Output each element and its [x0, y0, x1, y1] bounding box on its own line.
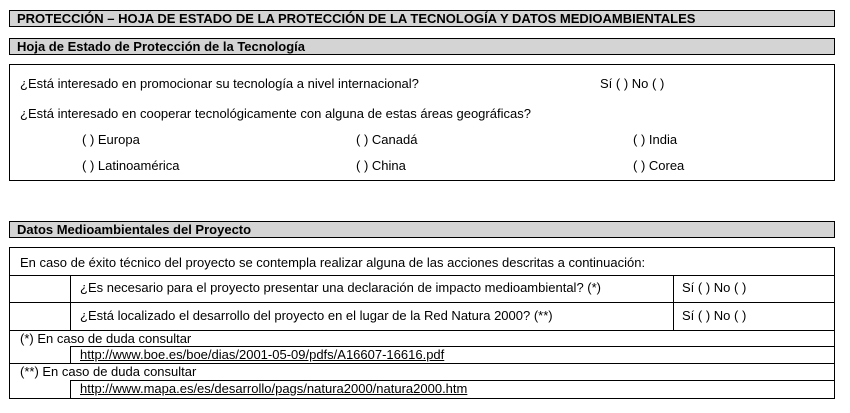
answer-impact-declaration[interactable]: Sí ( ) No ( ): [682, 280, 747, 295]
intro-text: En caso de éxito técnico del proyecto se contempla realizar alguna de las acciones descritas a continuación:: [20, 255, 646, 270]
question-impact-declaration: ¿Es necesario para el proyecto presentar una declaración de impacto medioambiental? (*): [80, 280, 602, 295]
environmental-table: [9, 247, 835, 399]
question-cooperation: ¿Está interesado en cooperar tecnológicamente con alguna de estas áreas geográficas?: [20, 106, 531, 121]
area-europa[interactable]: ( ) Europa: [82, 132, 140, 147]
answer-international[interactable]: Sí ( ) No ( ): [600, 76, 665, 91]
area-india[interactable]: ( ) India: [633, 132, 678, 147]
area-china[interactable]: ( ) China: [356, 158, 406, 173]
area-corea[interactable]: ( ) Corea: [633, 158, 685, 173]
section1-body: [9, 64, 835, 181]
area-canada[interactable]: ( ) Canadá: [356, 132, 418, 147]
section2-title: Datos Medioambientales del Proyecto: [9, 221, 835, 238]
note-natura: (**) En caso de duda consultar: [20, 364, 197, 379]
question-natura-2000: ¿Está localizado el desarrollo del proyecto en el lugar de la Red Natura 2000? (**): [80, 308, 553, 323]
main-title: PROTECCIÓN – HOJA DE ESTADO DE LA PROTECCIÓN DE LA TECNOLOGÍA Y DATOS MEDIOAMBIENTALES: [9, 10, 835, 27]
link-mapa[interactable]: http://www.mapa.es/es/desarrollo/pags/natura2000/natura2000.htm: [80, 381, 468, 396]
answer-natura-2000[interactable]: Sí ( ) No ( ): [682, 308, 747, 323]
note-impact: (*) En caso de duda consultar: [20, 331, 192, 346]
question-international: ¿Está interesado en promocionar su tecnología a nivel internacional?: [20, 76, 419, 91]
link-boe[interactable]: http://www.boe.es/boe/dias/2001-05-09/pdfs/A16607-16616.pdf: [80, 347, 445, 362]
area-latinoamerica[interactable]: ( ) Latinoamérica: [82, 158, 180, 173]
section1-title: Hoja de Estado de Protección de la Tecnología: [9, 38, 835, 55]
